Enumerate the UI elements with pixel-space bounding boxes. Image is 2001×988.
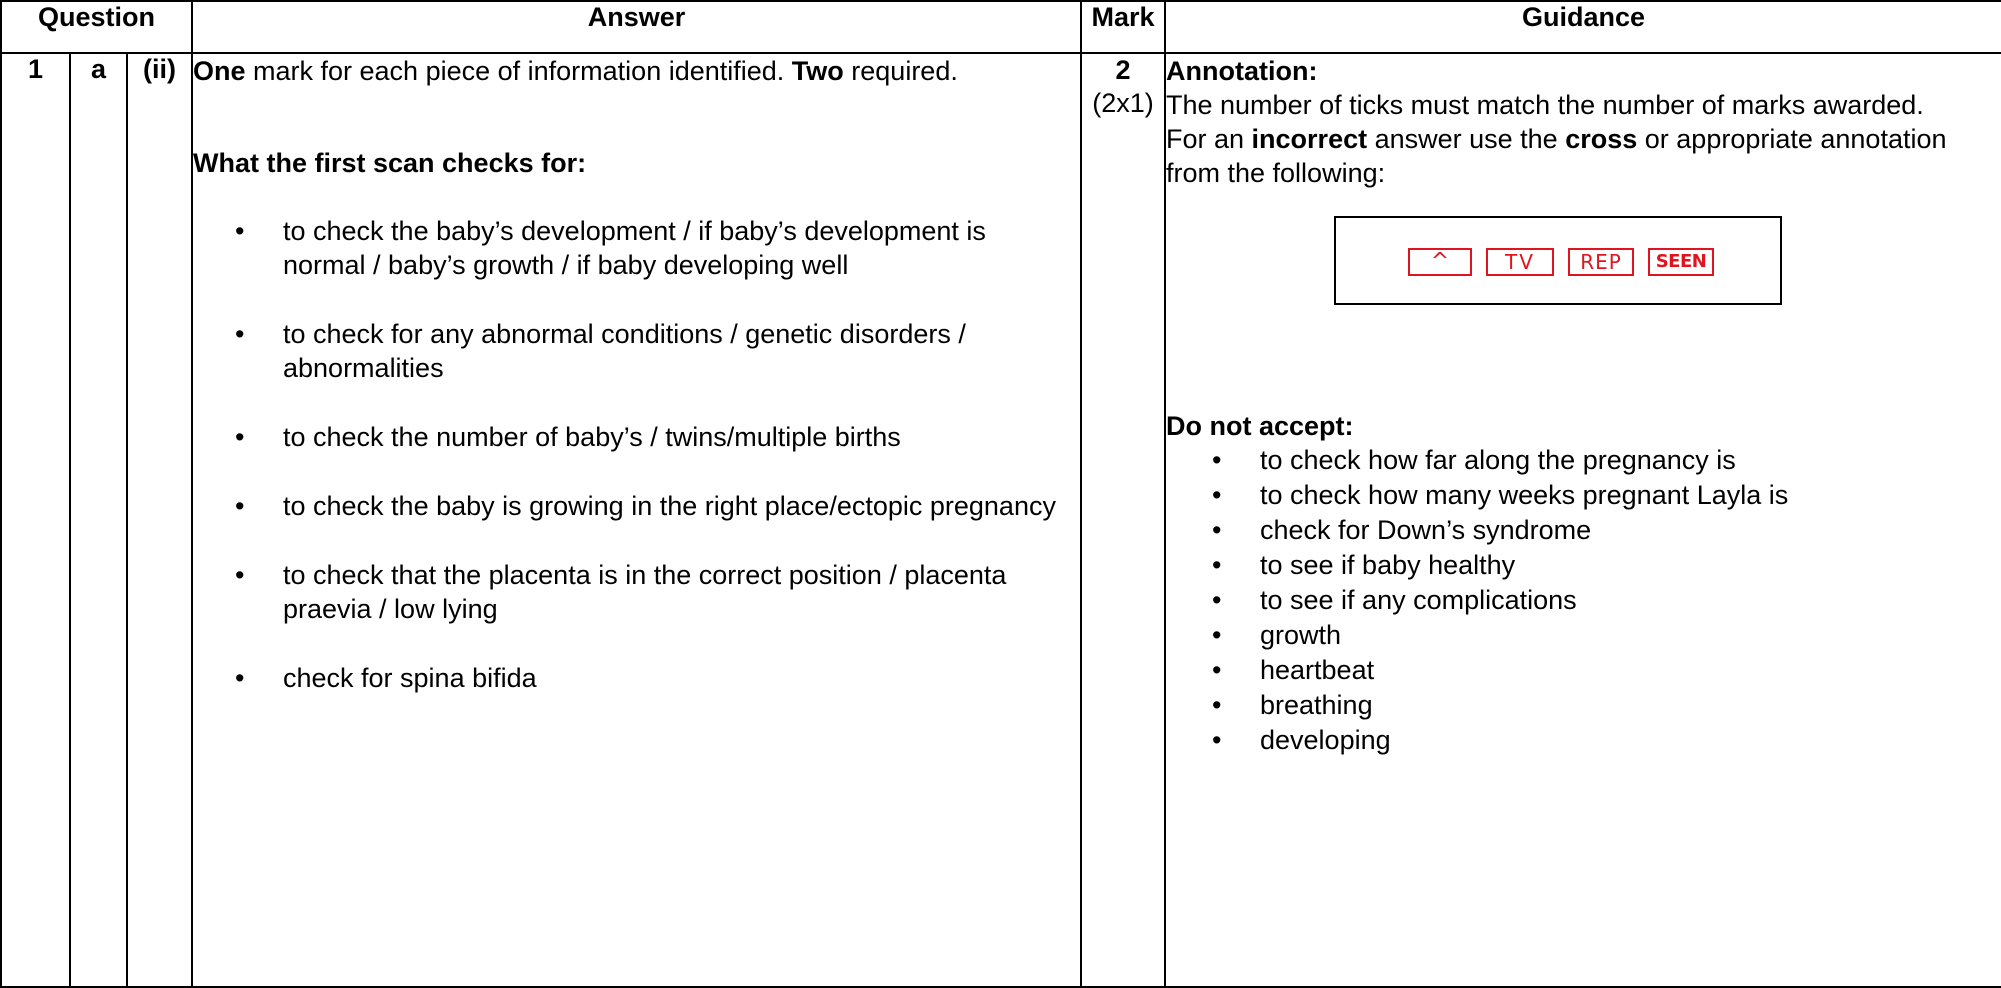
bullet-icon: • <box>235 216 245 246</box>
incorrect-bold: incorrect <box>1251 124 1368 154</box>
answer-item-text: to check for any abnormal conditions / genetic disorders / abnormalities <box>283 319 966 383</box>
reject-heading: Do not accept: <box>1166 411 1354 441</box>
reject-item <box>1166 513 2001 548</box>
header-guidance: Guidance <box>1165 1 2001 53</box>
bullet-icon: • <box>1212 445 1222 475</box>
reject-item-text: growth <box>1260 620 1342 650</box>
header-mark: Mark <box>1081 1 1165 53</box>
answer-item <box>193 558 1080 626</box>
reject-item <box>1166 653 2001 688</box>
bullet-icon: • <box>235 319 245 349</box>
bullet-icon: • <box>1212 480 1222 510</box>
question-part: a <box>70 53 127 987</box>
header-row <box>1 1 2001 53</box>
answer-intro <box>193 54 1080 88</box>
mark-cell <box>1081 53 1165 987</box>
header-question: Question <box>1 1 192 53</box>
question-row <box>1 53 2001 987</box>
seen-annotation-icon: SEEN <box>1648 248 1714 276</box>
answer-item-text: to check the number of baby’s / twins/multiple births <box>283 422 901 452</box>
rep-annotation-icon: REP <box>1568 248 1634 276</box>
reject-item-text: developing <box>1260 725 1391 755</box>
answer-item <box>193 214 1080 282</box>
question-subpart: (ii) <box>127 53 192 987</box>
reject-item <box>1166 618 2001 653</box>
reject-item <box>1166 583 2001 618</box>
intro-text-two: required. <box>843 56 958 86</box>
caret-annotation-icon: ^ <box>1408 248 1472 276</box>
incorrect-text-two: answer use the <box>1367 124 1566 154</box>
intro-bold-one: One <box>193 56 246 86</box>
reject-item-text: to see if any complications <box>1260 585 1577 615</box>
reject-list <box>1166 443 2001 758</box>
intro-text-one: mark for each piece of information identified. <box>245 56 792 86</box>
incorrect-text-three: or appropriate annotation from the following: <box>1166 124 1947 188</box>
incorrect-text-one: For an <box>1166 124 1252 154</box>
reject-item <box>1166 478 2001 513</box>
intro-bold-two: Two <box>791 56 844 86</box>
reject-item-text: heartbeat <box>1260 655 1375 685</box>
reject-item <box>1166 688 2001 723</box>
header-answer: Answer <box>192 1 1081 53</box>
reject-item-text: to check how far along the pregnancy is <box>1260 445 1736 475</box>
incorrect-guidance <box>1166 122 2001 190</box>
mark-total: 2 <box>1115 55 1131 85</box>
bullet-icon: • <box>235 422 245 452</box>
reject-item-text: check for Down’s syndrome <box>1260 515 1592 545</box>
bullet-icon: • <box>235 663 245 693</box>
bullet-icon: • <box>1212 690 1222 720</box>
cross-bold: cross <box>1565 124 1638 154</box>
answer-item <box>193 661 1080 695</box>
answer-item <box>193 420 1080 454</box>
answer-item-text: to check the baby is growing in the right place/ectopic pregnancy <box>283 491 1056 521</box>
guidance-cell <box>1165 53 2001 987</box>
question-number: 1 <box>1 53 70 987</box>
bullet-icon: • <box>1212 550 1222 580</box>
answer-item <box>193 317 1080 385</box>
annotation-heading: Annotation: <box>1166 56 1318 86</box>
bullet-icon: • <box>235 491 245 521</box>
bullet-icon: • <box>235 560 245 590</box>
reject-item <box>1166 443 2001 478</box>
ticks-text: The number of ticks must match the number of marks awarded. <box>1166 90 1924 120</box>
mark-breakdown: (2x1) <box>1092 88 1154 118</box>
annotation-box <box>1334 216 1782 305</box>
annotation-stamps <box>1408 248 1714 276</box>
bullet-icon: • <box>1212 655 1222 685</box>
answer-subheading: What the first scan checks for: <box>193 148 587 178</box>
reject-item <box>1166 548 2001 583</box>
reject-item-text: breathing <box>1260 690 1373 720</box>
bullet-icon: • <box>1212 515 1222 545</box>
bullet-icon: • <box>1212 620 1222 650</box>
answer-cell <box>192 53 1081 987</box>
tv-annotation-icon: TV <box>1486 248 1554 276</box>
answer-item-text: check for spina bifida <box>283 663 537 693</box>
bullet-icon: • <box>1212 725 1222 755</box>
reject-item-text: to see if baby healthy <box>1260 550 1516 580</box>
answer-item <box>193 489 1080 523</box>
bullet-icon: • <box>1212 585 1222 615</box>
answer-list <box>193 214 1080 695</box>
reject-item <box>1166 723 2001 758</box>
reject-item-text: to check how many weeks pregnant Layla is <box>1260 480 1789 510</box>
answer-item-text: to check the baby’s development / if baby’s development is normal / baby’s growth / if baby developing well <box>283 216 986 280</box>
answer-item-text: to check that the placenta is in the correct position / placenta praevia / low lying <box>283 560 1007 624</box>
